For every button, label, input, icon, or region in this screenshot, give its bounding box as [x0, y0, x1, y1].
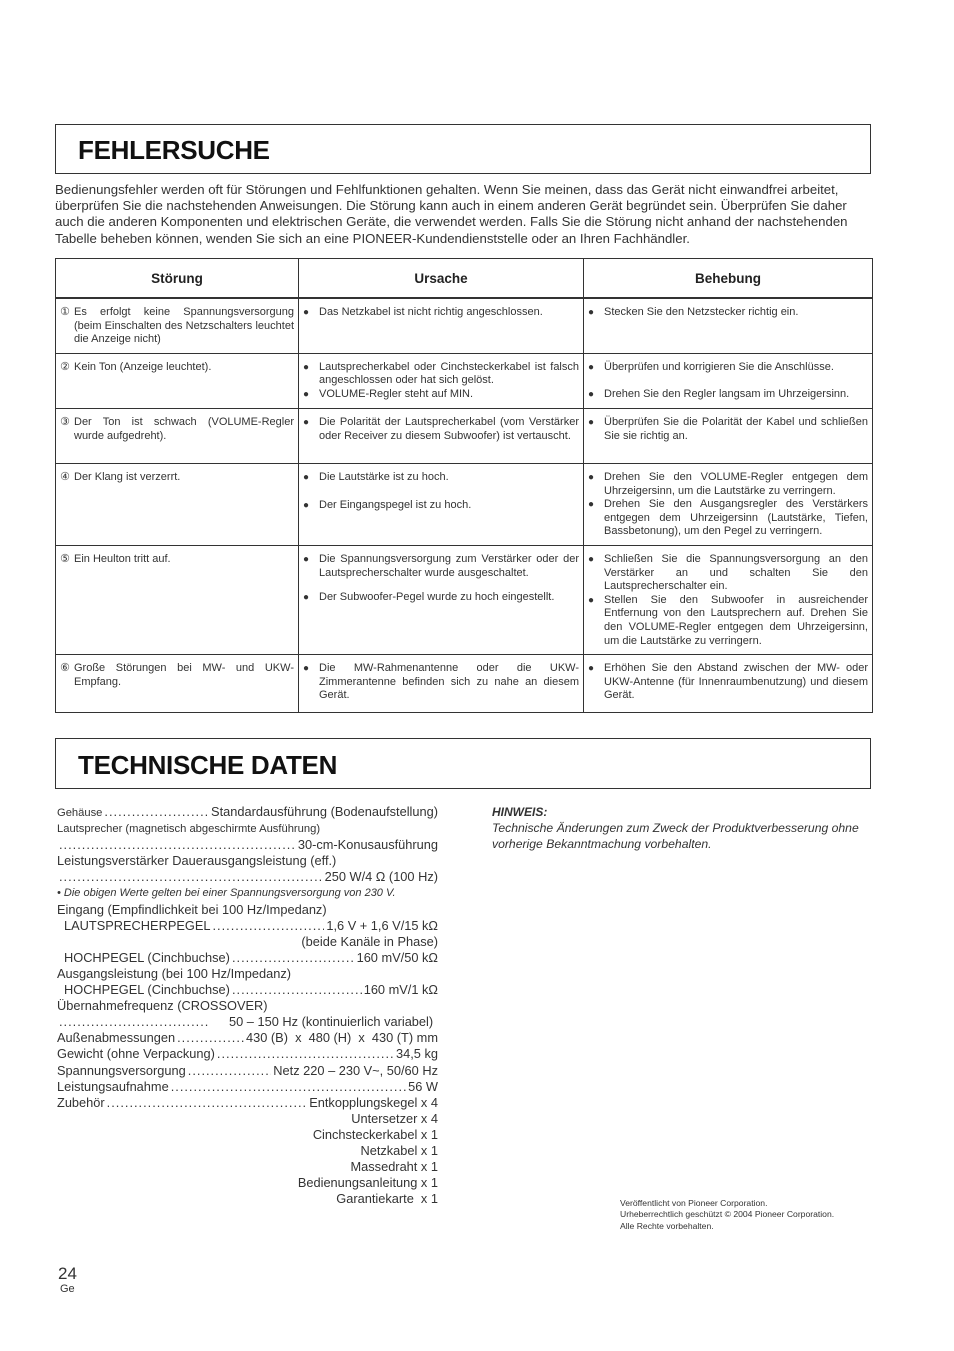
- stoerung-text: Kein Ton (Anzeige leuchtet).: [74, 360, 212, 373]
- stoerung-cell: [56, 408, 299, 463]
- bullet-icon: ●: [588, 663, 595, 675]
- stoerung-cell: [56, 655, 299, 713]
- spec-lautsprecher-label: Lautsprecher (magnetisch abgeschirmte Ausführung): [57, 823, 321, 836]
- stoerung-cell: [56, 298, 299, 353]
- spec-label: HOCHPEGEL (Cinchbuchse): [64, 982, 230, 998]
- spec-verstaerker: [57, 869, 438, 885]
- spec-gewicht: [57, 1046, 438, 1062]
- ursache-text: Die Lautstärke ist zu hoch.: [319, 470, 449, 483]
- ursache-text: Der Subwoofer-Pegel wurde zu hoch eingestellt.: [319, 591, 555, 604]
- ursache-text: Lautsprecherkabel oder Cinchsteckerkabel ist falsch angeschlossen oder hat sich gelöst.: [319, 360, 579, 387]
- stoerung-text: Der Klang ist verzerrt.: [74, 470, 181, 483]
- bullet-icon: ●: [303, 307, 310, 318]
- zubehoer-item: Bedienungsanleitung x 1: [297, 1175, 438, 1191]
- zubehoer-item: Cinchsteckerkabel x 1: [312, 1126, 438, 1142]
- behebung-text: Drehen Sie den VOLUME-Regler entgegen dem Uhrzeigersinn, um die Lautstärke zu verringern.: [604, 470, 868, 497]
- ursache-text: Der Eingangspegel ist zu hoch.: [319, 498, 472, 511]
- spec-lautsprecherpegel-note: (beide Kanäle in Phase): [301, 933, 438, 949]
- spec-value: 430 (B) x 480 (H) x 430 (T) mm: [246, 1030, 438, 1046]
- bullet-icon: ●: [303, 416, 310, 428]
- spec-label: Spannungsversorgung: [57, 1062, 186, 1078]
- ursache-cell: [299, 353, 584, 408]
- ursache-cell: [299, 545, 584, 654]
- bullet-icon: ●: [588, 307, 595, 318]
- zubehoer-item: Garantiekarte x 1: [336, 1191, 438, 1207]
- spec-zubehoer: [57, 1095, 438, 1111]
- behebung-text: Drehen Sie den Ausgangsregler des Verstärkers entgegen dem Uhrzeigersinn (Lautstärke, Tiefen, Bassbetonung), um den Pegel zu verringern.: [604, 498, 868, 538]
- ursache-cell: [299, 298, 584, 353]
- header-ursache: Ursache: [299, 259, 584, 299]
- spec-verstaerker-label: Leistungsverstärker Dauerausgangsleistung (eff.): [57, 853, 337, 869]
- header-behebung: Behebung: [584, 259, 873, 299]
- ursache-text: Die Polarität der Lautsprecherkabel (vom Verstärker oder Receiver zu diesem Subwoofer) ist vertauscht.: [319, 415, 579, 442]
- fehlersuche-intro: Bedienungsfehler werden oft für Störungen und Fehlfunktionen gehalten. Wenn Sie meinen, dass das Gerät nicht einwandfrei arbeitet, überprüfen Sie die nachstehenden Anweisungen. Die Störung kann auch in einem anderen Gerät begründet sein. Überprüfen Sie daher auch die anderen Komponenten und elektrischen Geräte, die verwendet werden. Falls Sie die Störung nicht anhand der nachstehenden Tabelle beheben können, wenden Sie sich an eine PIONEER-Kundendienststelle oder an Ihren Fachhändler.: [55, 182, 848, 246]
- behebung-cell: [584, 655, 873, 713]
- spec-hochpegel-in: [57, 950, 438, 966]
- behebung-cell: [584, 463, 873, 545]
- row-number: ⑥: [60, 662, 70, 675]
- spec-value: Standardausführung (Bodenaufstellung): [211, 804, 438, 819]
- ursache-text: Die Spannungsversorgung zum Verstärker oder der Lautsprecherschalter wurde ausgeschaltet.: [319, 552, 579, 579]
- bullet-icon: ●: [588, 594, 595, 606]
- spec-label: Gewicht (ohne Verpackung): [57, 1046, 215, 1062]
- stoerung-text: Der Ton ist schwach (VOLUME-Regler wurde aufgedreht).: [74, 415, 294, 442]
- behebung-cell: [584, 408, 873, 463]
- hinweis-title: HINWEIS:: [492, 805, 548, 819]
- page-number: 24: [58, 1264, 77, 1283]
- zubehoer-item: Untersetzer x 4: [351, 1110, 438, 1126]
- spec-eingang-label: Eingang (Empfindlichkeit bei 100 Hz/Impedanz): [57, 901, 327, 917]
- row-number: ①: [60, 306, 70, 318]
- hinweis-note: [492, 804, 882, 852]
- bullet-icon: ●: [303, 388, 310, 400]
- technische-daten-title: TECHNISCHE DATEN: [78, 750, 338, 780]
- ursache-cell: [299, 655, 584, 713]
- fehlersuche-title: FEHLERSUCHE: [78, 135, 270, 165]
- bullet-icon: ●: [588, 416, 595, 428]
- behebung-text: Drehen Sie den Regler langsam im Uhrzeigersinn.: [604, 388, 850, 401]
- ursache-text: Die MW-Rahmenantenne oder die UKW-Zimmerantenne befinden sich zu nahe an diesem Gerät.: [319, 662, 579, 702]
- spec-gehaeuse: [57, 804, 438, 821]
- spec-list: [57, 804, 438, 1207]
- spec-crossover: [57, 1014, 438, 1030]
- spec-value: 1,6 V + 1,6 V/15 kΩ: [326, 917, 438, 933]
- spec-value: 30-cm-Konusausführung: [297, 837, 438, 853]
- row-number: ④: [60, 470, 70, 483]
- spec-spannung: [57, 1063, 438, 1079]
- spec-value: 160 mV/1 kΩ: [363, 982, 438, 998]
- spec-label: Leistungsaufnahme: [57, 1078, 169, 1094]
- troubleshooting-table: [55, 258, 873, 713]
- stoerung-cell: [56, 353, 299, 408]
- page-language: Ge: [60, 1283, 75, 1295]
- hinweis-text: Technische Änderungen zum Zweck der Produktverbesserung ohne vorherige Bekanntmachung vorbehalten.: [492, 821, 859, 852]
- spec-label: HOCHPEGEL (Cinchbuchse): [64, 949, 230, 965]
- publisher-line: Veröffentlicht von Pioneer Corporation.: [620, 1198, 768, 1208]
- bullet-icon: ●: [303, 553, 310, 565]
- stoerung-cell: [56, 545, 299, 654]
- bullet-icon: ●: [588, 361, 595, 373]
- bullet-icon: ●: [303, 361, 310, 373]
- bullet-icon: ●: [303, 663, 310, 675]
- ursache-text: VOLUME-Regler steht auf MIN.: [319, 387, 474, 400]
- spec-value: 50 – 150 Hz (kontinuierlich variabel): [229, 1014, 434, 1030]
- row-number: ③: [60, 415, 70, 428]
- table-row: [56, 655, 873, 713]
- ursache-text: Das Netzkabel ist nicht richtig angeschlossen.: [319, 306, 543, 318]
- stoerung-cell: [56, 463, 299, 545]
- bullet-icon: ●: [303, 471, 310, 483]
- bullet-icon: ●: [588, 553, 595, 565]
- table-row: [56, 353, 873, 408]
- behebung-text: Überprüfen und korrigieren Sie die Anschlüsse.: [604, 360, 834, 373]
- ursache-cell: [299, 408, 584, 463]
- behebung-text: Stellen Sie den Subwoofer in ausreichender Entfernung von den Lautsprechern auf. Drehen Sie den VOLUME-Regler entgegen dem Uhrzeigersinn, um die Lautstärke zu verringern.: [604, 593, 868, 647]
- bullet-icon: ●: [588, 471, 595, 483]
- behebung-text: Überprüfen Sie die Polarität der Kabel und schließen Sie sie richtig an.: [604, 415, 868, 442]
- zubehoer-item: Netzkabel x 1: [360, 1142, 438, 1158]
- table-row: [56, 408, 873, 463]
- spec-hochpegel-out: [57, 982, 438, 998]
- behebung-text: Erhöhen Sie den Abstand zwischen der MW- oder UKW-Antenne (für Innenraumbenutzung) und diesem Gerät.: [604, 662, 868, 702]
- bullet-icon: ●: [588, 499, 595, 511]
- publisher-line: Alle Rechte vorbehalten.: [620, 1220, 714, 1231]
- ursache-cell: [299, 463, 584, 545]
- stoerung-text: Ein Heulton tritt auf.: [74, 552, 171, 565]
- spec-abmessungen: [57, 1030, 438, 1046]
- publisher-notice: [620, 1198, 834, 1232]
- publisher-line: Urheberrechtlich geschützt © 2004 Pioneer Corporation.: [620, 1209, 835, 1220]
- stoerung-text: Es erfolgt keine Spannungsversorgung (beim Einschalten des Netzschalters leuchtet die Anzeige nicht): [74, 306, 294, 346]
- spec-leistungsaufnahme: [57, 1079, 438, 1095]
- spec-value: Entkopplungskegel x 4: [309, 1094, 438, 1110]
- spec-footnote: • Die obigen Werte gelten bei einer Spannungsversorgung von 230 V.: [57, 887, 396, 900]
- bullet-icon: ●: [303, 592, 310, 604]
- behebung-text: Stecken Sie den Netzstecker richtig ein.: [604, 306, 799, 318]
- spec-lautsprecherpegel: [57, 918, 438, 934]
- spec-lautsprecher: [57, 837, 438, 853]
- spec-value: 160 mV/50 kΩ: [356, 949, 438, 965]
- spec-ausgang-label: Ausgangsleistung (bei 100 Hz/Impedanz): [57, 965, 292, 981]
- spec-value: 56 W: [408, 1078, 438, 1094]
- spec-crossover-label: Übernahmefrequenz (CROSSOVER): [57, 998, 268, 1014]
- behebung-cell: [584, 545, 873, 654]
- technische-daten-title-box: [55, 738, 871, 789]
- spec-value: Netz 220 – 230 V~, 50/60 Hz: [273, 1062, 438, 1078]
- table-row: [56, 298, 873, 353]
- behebung-text: Schließen Sie die Spannungsversorgung an den Verstärker an und schalten Sie den Lautsprecherschalter ein.: [604, 552, 868, 593]
- behebung-cell: [584, 298, 873, 353]
- spec-label: Außenabmessungen: [57, 1030, 176, 1046]
- row-number: ②: [60, 360, 70, 373]
- bullet-icon: ●: [303, 499, 310, 511]
- stoerung-text: Große Störungen bei MW- und UKW-Empfang.: [74, 662, 294, 688]
- spec-value: 250 W/4 Ω (100 Hz): [324, 869, 438, 885]
- zubehoer-item: Massedraht x 1: [350, 1159, 438, 1175]
- row-number: ⑤: [60, 552, 70, 565]
- fehlersuche-title-box: [55, 124, 871, 174]
- table-header-row: [56, 259, 873, 299]
- spec-label: Zubehör: [57, 1094, 105, 1110]
- bullet-icon: ●: [588, 389, 595, 401]
- spec-value: 34,5 kg: [396, 1046, 438, 1062]
- spec-label: LAUTSPRECHERPEGEL: [64, 917, 211, 933]
- header-stoerung: Störung: [56, 259, 299, 299]
- spec-label: Gehäuse: [57, 807, 103, 819]
- behebung-cell: [584, 353, 873, 408]
- table-row: [56, 463, 873, 545]
- table-row: [56, 545, 873, 654]
